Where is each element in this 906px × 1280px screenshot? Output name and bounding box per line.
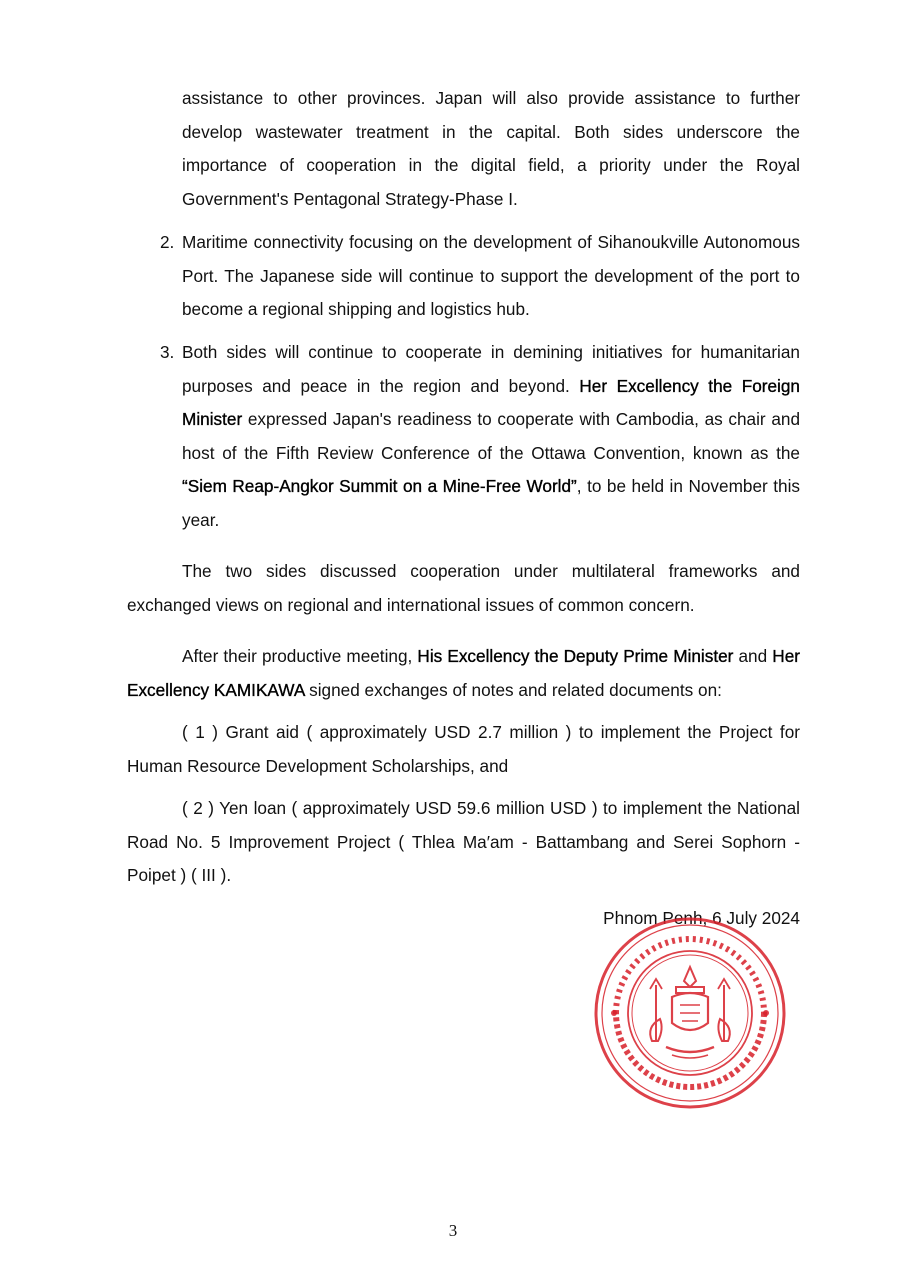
item3-text-c: , to be held in November this year. (182, 476, 800, 530)
loan-paragraph: ( 2 ) Yen loan ( approximately USD 59.6 million USD ) to implement the National Road No. 5 Improvement Project ( Thlea Ma′am - Battambang and Serei Sophorn - Poipet ) ( III ). (127, 798, 800, 885)
item2-text: Maritime connectivity focusing on the development of Sihanoukville Autonomous Port. The Japanese side will continue to support the development of the port to become a regional shipping and logistics hub. (182, 232, 800, 319)
multilateral-paragraph: The two sides discussed cooperation under multilateral frameworks and exchanged views on regional and international issues of common concern. (127, 561, 800, 615)
item3-number: 3. (160, 342, 175, 362)
item3-text-b: expressed Japan's readiness to cooperate with Cambodia, as chair and host of the Fifth Review Conference of the Ottawa Convention, known as the (182, 409, 800, 463)
item1-text: assistance to other provinces. Japan will also provide assistance to further develop wastewater treatment in the capital. Both sides underscore the importance of cooperation in the digital field, a priority under the Royal Government's Pentagonal Strategy-Phase I. (182, 88, 800, 209)
meeting-text-c: signed exchanges of notes and related documents on: (304, 679, 722, 700)
item3-text (182, 336, 800, 537)
grant-paragraph: ( 1 ) Grant aid ( approximately USD 2.7 million ) to implement the Project for Human Resource Development Scholarships, and (127, 722, 800, 776)
meeting-bold-kamikawa: Her Excellency KAMIKAWA (127, 646, 800, 700)
item1-continuation (182, 82, 800, 216)
meeting-bold-deputy-pm: His Excellency the Deputy Prime Minister (417, 646, 734, 666)
meeting-text-b: and (733, 646, 773, 666)
item3-bold-foreign-minister: Her Excellency the Foreign Minister (182, 375, 800, 429)
place-date: Phnom Penh, 6 July 2024 (603, 908, 800, 928)
item2-number: 2. (160, 232, 175, 252)
page-number: 3 (448, 1221, 458, 1240)
meeting-paragraph (127, 640, 800, 707)
official-seal-icon (592, 915, 788, 1111)
item3-bold-summit: “Siem Reap-Angkor Summit on a Mine-Free World” (182, 476, 577, 496)
meeting-text-a: After their productive meeting, (182, 646, 418, 666)
item3-text-a: Both sides will continue to cooperate in demining initiatives for humanitarian purposes and peace in the region and beyond. (182, 342, 800, 396)
